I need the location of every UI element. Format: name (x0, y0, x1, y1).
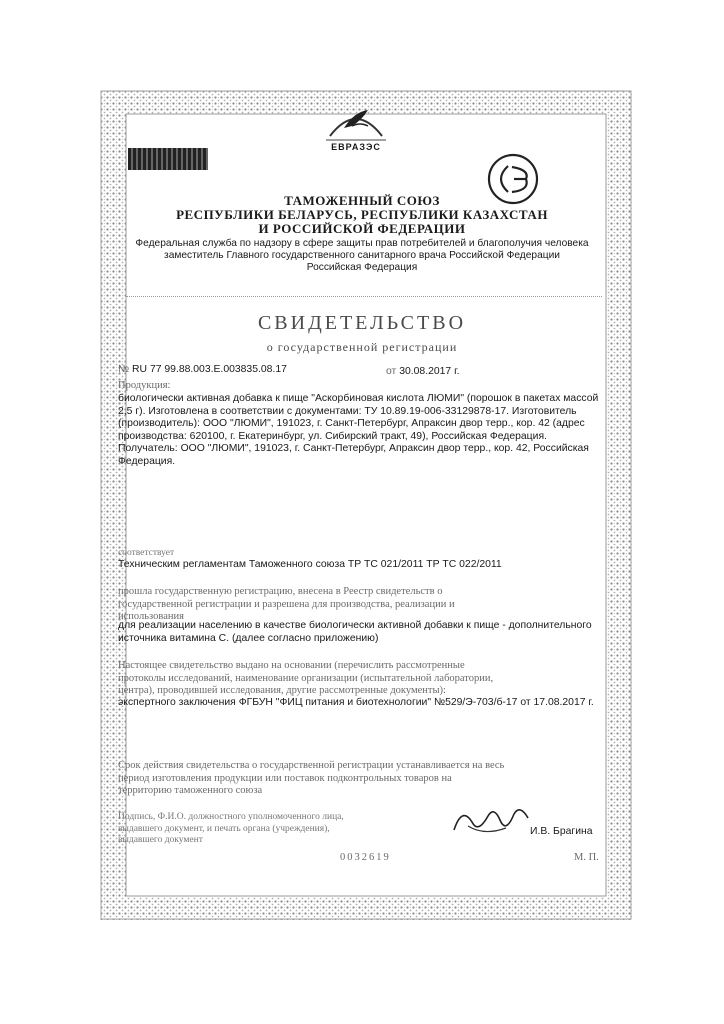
usage-line: источника витамина С. (далее согласно приложению) (118, 632, 379, 644)
validity-line: Срок действия свидетельства о государственной регистрации устанавливается на весь (118, 760, 505, 771)
header-russia: И РОССИЙСКОЙ ФЕДЕРАЦИИ (258, 221, 466, 236)
signature-caption (118, 812, 398, 847)
basis-line: центра), проводившей исследования, другие рассмотренные документы): (118, 685, 446, 696)
header-republics: РЕСПУБЛИКИ БЕЛАРУСЬ, РЕСПУБЛИКИ КАЗАХСТАН (176, 207, 548, 222)
authority-line-1: Федеральная служба по надзору в сфере защиты прав потребителей и благополучия человека (135, 238, 589, 249)
product-line: 2,5 г). Изготовлена в соответствии с документами: ТУ 10.89.19-006-33129878-17. Изготовитель (118, 405, 577, 417)
number-prefix: № (118, 364, 130, 375)
registration-date (386, 366, 546, 379)
divider (126, 296, 602, 297)
passed-line: государственной регистрации и разрешена для производства, реализации и (118, 598, 455, 610)
product-line: производства: 620100, г. Екатеринбург, ул. Сибирский тракт, 49), Российская Федерация. (118, 430, 547, 442)
eurasec-logo (316, 98, 396, 158)
registration-number (118, 364, 378, 377)
certificate-subtitle: о государственной регистрации (266, 340, 458, 354)
basis-line: Настоящее свидетельство выдано на основании (перечислить рассмотренные (118, 660, 465, 671)
authority-line-2: заместитель Главного государственного санитарного врача Российской Федерации (164, 250, 560, 261)
signatory-name: И.В. Брагина (530, 826, 593, 837)
compliance-label: соответствует (118, 548, 175, 558)
expert-conclusion: экспертного заключения ФГБУН "ФИЦ питания и биотехнологии" №529/Э-703/б-17 от 17.08.2017 г. (118, 697, 594, 708)
compliance-text: Техническим регламентам Таможенного союза ТР ТС 021/2011 ТР ТС 022/2011 (118, 559, 502, 570)
serial-number: 0032619 (340, 852, 391, 863)
product-text (118, 393, 610, 469)
number-value: RU 77 99.88.003.Е.003835.08.17 (132, 364, 287, 375)
product-line: Получатель: ООО "ЛЮМИ", 191023, г. Санкт-Петербург, Апраксин двор терр., кор. 42, Российская (118, 443, 589, 455)
usage-line: для реализации населению в качестве биологически активной добавки к пище - дополнительного (118, 620, 592, 631)
validity-line: период изготовления продукции или поставок подконтрольных товаров на (118, 772, 452, 784)
basis-line: протоколы исследований, наименование организации (испытательной лаборатории, (118, 672, 494, 684)
usage-text (118, 620, 610, 645)
handwritten-signature (448, 800, 538, 844)
passed-line: использования (118, 611, 184, 622)
signature-caption-line: выдавшего документ, и печать органа (учреждения), (118, 823, 330, 834)
date-value: 30.08.2017 г. (399, 366, 460, 377)
product-line: биологически активная добавка к пище "Аскорбиновая кислота ЛЮМИ" (порошок в пакетах массой (118, 393, 599, 404)
passed-line: прошла государственную регистрацию, внесена в Реестр свидетельств о (118, 586, 443, 597)
product-label: Продукция: (118, 380, 171, 391)
stamp-place: М. П. (574, 852, 599, 863)
validity-line: территорию таможенного союза (118, 785, 263, 796)
authority-line-3: Российская Федерация (306, 262, 418, 273)
signature-caption-line: Подпись, Ф.И.О. должностного уполномоченного лица, (118, 812, 344, 822)
logo-caption: ЕВРАЗЭС (331, 142, 381, 152)
product-line: Федерация. (118, 455, 176, 467)
certificate-title: СВИДЕТЕЛЬСТВО (257, 312, 467, 334)
basis-text (118, 660, 610, 698)
header-union: ТАМОЖЕННЫЙ СОЮЗ (284, 193, 440, 208)
passed-text (118, 586, 608, 624)
validity-note (118, 760, 610, 798)
ornament-block (128, 148, 208, 170)
signature-caption-line: выдавшего документ (118, 835, 203, 845)
date-prefix: от (386, 366, 397, 377)
product-line: (производитель): ООО "ЛЮМИ", 191023, г. Санкт-Петербург, Апраксин двор терр., кор. 42 (адрес (118, 418, 585, 430)
